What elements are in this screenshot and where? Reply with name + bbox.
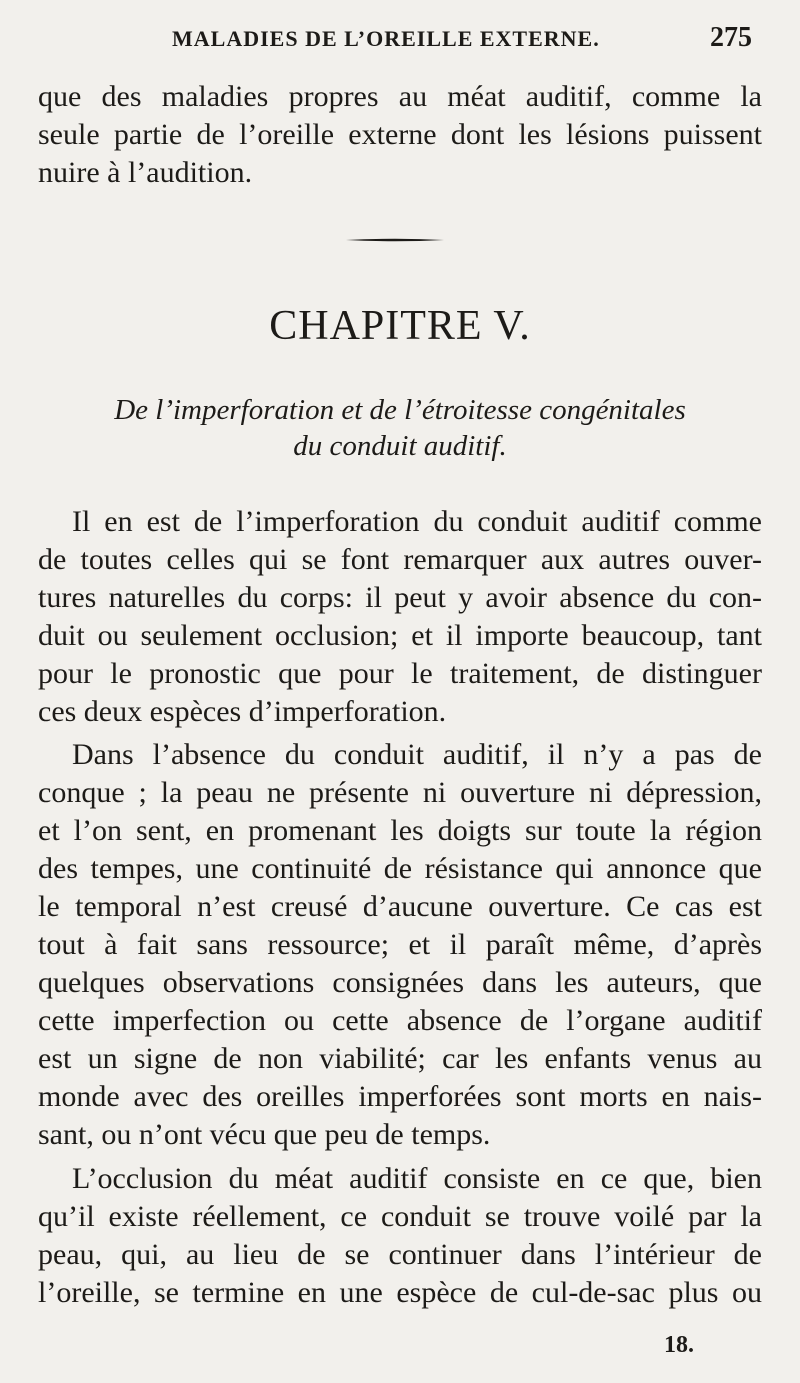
text-line: est un signe de non viabilité; car les enfants venus au	[38, 1042, 762, 1075]
text-line: quelques observations consignées dans les auteurs, que	[38, 966, 762, 999]
signature-mark: 18.	[664, 1332, 694, 1358]
text-line: ces deux espèces d’imperforation.	[38, 695, 447, 728]
page-number: 275	[710, 22, 752, 53]
chapter-subtitle-line: De l’imperforation et de l’étroitesse congénitales	[114, 394, 686, 426]
text-line: conque ; la peau ne présente ni ouverture ni dépression,	[38, 776, 762, 809]
text-line: qu’il existe réellement, ce conduit se trouve voilé par la	[38, 1200, 762, 1233]
text-line: de toutes celles qui se font remarquer aux autres ouver-	[38, 543, 762, 576]
text-line: et l’on sent, en promenant les doigts sur toute la région	[38, 814, 762, 847]
text-line: seule partie de l’oreille externe dont les lésions puissent	[38, 118, 762, 151]
chapter-title: CHAPITRE V.	[269, 303, 531, 349]
text-line: tures naturelles du corps: il peut y avoir absence du con-	[38, 581, 762, 614]
text-line: nuire à l’audition.	[38, 156, 253, 189]
text-line: tout à fait sans ressource; et il paraît même, d’après	[38, 928, 762, 961]
text-line: cette imperfection ou cette absence de l’organe auditif	[38, 1004, 762, 1037]
text-line: sant, ou n’ont vécu que peu de temps.	[38, 1118, 491, 1151]
text-line: l’oreille, se termine en une espèce de cul-de-sac plus ou	[38, 1276, 762, 1309]
chapter-subtitle-line: du conduit auditif.	[293, 430, 507, 462]
text-line: Dans l’absence du conduit auditif, il n’y a pas de	[72, 738, 762, 771]
text-line: pour le pronostic que pour le traitement, de distinguer	[38, 657, 762, 690]
text-line: Il en est de l’imperforation du conduit auditif comme	[72, 505, 762, 538]
section-rule	[346, 238, 444, 242]
text-line: duit ou seulement occlusion; et il importe beaucoup, tant	[38, 619, 762, 652]
text-line: que des maladies propres au méat auditif, comme la	[38, 80, 762, 113]
text-line: le temporal n’est creusé d’aucune ouverture. Ce cas est	[38, 890, 762, 923]
text-line: des tempes, une continuité de résistance qui annonce que	[38, 852, 762, 885]
text-line: L’occlusion du méat auditif consiste en ce que, bien	[72, 1162, 762, 1195]
text-line: peau, qui, au lieu de se continuer dans l’intérieur de	[38, 1238, 762, 1271]
running-head: MALADIES DE L’OREILLE EXTERNE.	[172, 26, 600, 51]
text-line: monde avec des oreilles imperforées sont morts en nais-	[38, 1080, 762, 1113]
